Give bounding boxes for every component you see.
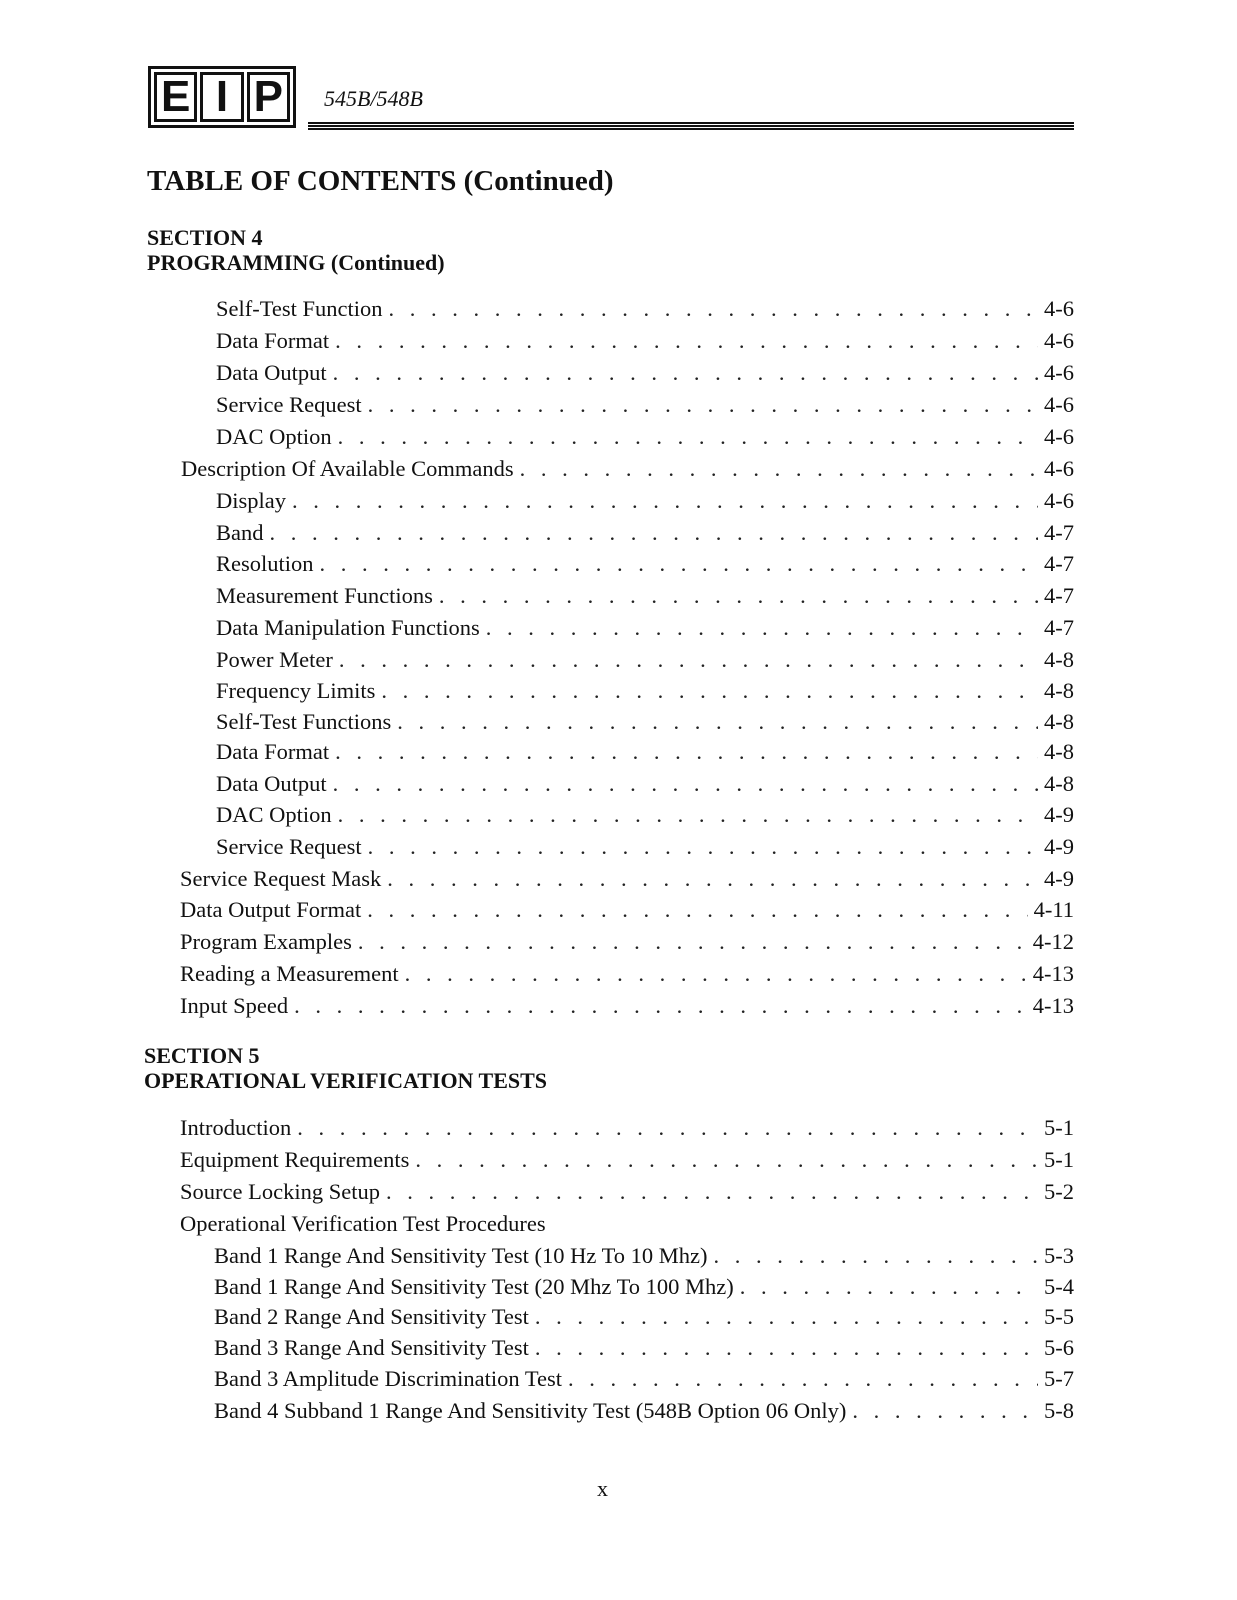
toc-entry-page: 4-6 xyxy=(1044,328,1074,353)
header-rule xyxy=(308,122,1074,130)
toc-entry[interactable] xyxy=(214,1304,1074,1334)
toc-entry[interactable] xyxy=(216,615,1074,645)
toc-entry-page: 4-8 xyxy=(1044,771,1074,796)
logo-letter-i: I xyxy=(200,72,243,122)
dot-leader xyxy=(335,739,1038,765)
dot-leader xyxy=(486,615,1038,641)
toc-entry-label: Introduction xyxy=(180,1115,292,1140)
dot-leader xyxy=(358,929,1027,955)
dot-leader xyxy=(568,1366,1038,1392)
toc-entry-label: Band 3 Amplitude Discrimination Test xyxy=(214,1366,562,1391)
toc-entry-page: 4-7 xyxy=(1044,615,1074,640)
toc-entry-label: Data Output xyxy=(216,771,327,796)
toc-entry-label: Self-Test Function xyxy=(216,296,383,321)
toc-entry[interactable] xyxy=(180,866,1074,896)
toc-entry[interactable] xyxy=(180,1179,1074,1209)
toc-entry-label: Band 2 Range And Sensitivity Test xyxy=(214,1304,529,1329)
toc-entry-label: Data Format xyxy=(216,739,330,764)
logo-letter-e: E xyxy=(154,72,197,122)
toc-entry[interactable] xyxy=(214,1366,1074,1396)
toc-entry-page: 5-3 xyxy=(1044,1243,1074,1268)
toc-entry-page: 4-9 xyxy=(1044,802,1074,827)
dot-leader xyxy=(294,993,1027,1019)
dot-leader xyxy=(367,897,1027,923)
toc-entry-page: 4-6 xyxy=(1044,360,1074,385)
toc-entry-page: 4-13 xyxy=(1032,993,1074,1018)
toc-entry-label: Data Format xyxy=(216,328,330,353)
toc-entry[interactable] xyxy=(180,897,1074,927)
toc-entry-label: Band 1 Range And Sensitivity Test (20 Mhz To 100 Mhz) xyxy=(214,1274,734,1299)
dot-leader xyxy=(320,551,1038,577)
toc-entry-page: 5-4 xyxy=(1044,1274,1074,1299)
dot-leader xyxy=(333,360,1038,386)
toc-entry[interactable] xyxy=(216,360,1074,390)
toc-entry-page: 4-7 xyxy=(1044,551,1074,576)
dot-leader xyxy=(338,424,1038,450)
dot-leader xyxy=(439,583,1038,609)
dot-leader xyxy=(270,520,1039,546)
toc-entry-page: 5-6 xyxy=(1044,1335,1074,1360)
toc-entry-label: Band 4 Subband 1 Range And Sensitivity Test (548B Option 06 Only) xyxy=(214,1398,847,1423)
dot-leader xyxy=(381,678,1038,704)
toc-entry-page: 4-6 xyxy=(1044,456,1074,481)
toc-entry-page: 4-13 xyxy=(1032,961,1074,986)
toc-entry-label: Operational Verification Test Procedures xyxy=(180,1211,546,1236)
toc-entry[interactable] xyxy=(214,1243,1074,1273)
toc-entry-page: 5-7 xyxy=(1044,1366,1074,1391)
toc-group-heading[interactable] xyxy=(180,1211,1074,1241)
toc-entry-label: Service Request Mask xyxy=(180,866,382,891)
toc-entry-page: 4-8 xyxy=(1044,739,1074,764)
section-4-title: PROGRAMMING (Continued) xyxy=(147,250,445,275)
toc-entry-page: 4-11 xyxy=(1033,897,1074,922)
toc-entry[interactable] xyxy=(216,328,1074,358)
toc-entry-label: Equipment Requirements xyxy=(180,1147,410,1172)
dot-leader xyxy=(535,1304,1038,1330)
toc-entry-label: Program Examples xyxy=(180,929,352,954)
toc-entry-label: Resolution xyxy=(216,551,314,576)
logo-letter-p: P xyxy=(247,72,290,122)
dot-leader xyxy=(386,1179,1038,1205)
toc-entry-label: Service Request xyxy=(216,392,362,417)
section-4-number: SECTION 4 xyxy=(147,225,263,250)
toc-entry-page: 4-6 xyxy=(1044,488,1074,513)
dot-leader xyxy=(387,866,1038,892)
toc-entry-label: Data Manipulation Functions xyxy=(216,615,480,640)
toc-entry-page: 5-1 xyxy=(1044,1147,1074,1172)
section-5-number: SECTION 5 xyxy=(144,1043,260,1068)
toc-entry-label: Measurement Functions xyxy=(216,583,433,608)
toc-entry[interactable] xyxy=(216,296,1074,326)
toc-entry-label: Input Speed xyxy=(180,993,289,1018)
toc-entry-page: 4-12 xyxy=(1032,929,1074,954)
toc-entry-page: 5-5 xyxy=(1044,1304,1074,1329)
toc-entry-page: 4-8 xyxy=(1044,647,1074,672)
toc-entry[interactable] xyxy=(216,802,1074,832)
toc-entry[interactable] xyxy=(216,583,1074,613)
dot-leader xyxy=(520,456,1038,482)
dot-leader xyxy=(335,328,1038,354)
toc-entry[interactable] xyxy=(216,834,1074,864)
toc-entry-label: DAC Option xyxy=(216,802,332,827)
toc-entry[interactable] xyxy=(181,456,1074,486)
toc-entry-label: DAC Option xyxy=(216,424,332,449)
dot-leader xyxy=(339,647,1038,673)
toc-entry-label: Reading a Measurement xyxy=(180,961,399,986)
toc-entry[interactable] xyxy=(216,551,1074,581)
toc-entry-label: Source Locking Setup xyxy=(180,1179,380,1204)
page-number: x xyxy=(597,1476,608,1501)
toc-entry[interactable] xyxy=(216,392,1074,422)
toc-entry[interactable] xyxy=(216,739,1074,769)
toc-entry-label: Data Output xyxy=(216,360,327,385)
dot-leader xyxy=(713,1243,1038,1269)
toc-entry-page: 4-7 xyxy=(1044,520,1074,545)
dot-leader xyxy=(397,709,1038,735)
toc-entry[interactable] xyxy=(180,961,1074,991)
toc-entry-page: 5-2 xyxy=(1044,1179,1074,1204)
section-5-heading xyxy=(144,1043,547,1093)
dot-leader xyxy=(535,1335,1038,1361)
toc-entry-page: 4-6 xyxy=(1044,392,1074,417)
dot-leader xyxy=(368,834,1038,860)
toc-entry-page: 4-9 xyxy=(1044,834,1074,859)
dot-leader xyxy=(297,1115,1038,1141)
toc-entry-label: Power Meter xyxy=(216,647,333,672)
toc-entry[interactable] xyxy=(216,424,1074,454)
toc-entry[interactable] xyxy=(216,709,1074,739)
toc-entry[interactable] xyxy=(216,520,1074,550)
section-4-heading xyxy=(147,225,445,275)
dot-leader xyxy=(333,771,1038,797)
toc-entry-label: Frequency Limits xyxy=(216,678,376,703)
toc-entry[interactable] xyxy=(214,1398,1074,1428)
toc-entry-page: 4-8 xyxy=(1044,678,1074,703)
toc-entry-page: 4-9 xyxy=(1044,866,1074,891)
toc-entry-page: 4-8 xyxy=(1044,709,1074,734)
toc-entry-label: Data Output Format xyxy=(180,897,362,922)
dot-leader xyxy=(389,296,1038,322)
toc-entry-page: 5-8 xyxy=(1044,1398,1074,1423)
toc-entry[interactable] xyxy=(180,929,1074,959)
toc-title: TABLE OF CONTENTS (Continued) xyxy=(147,165,614,197)
dot-leader xyxy=(740,1274,1038,1300)
dot-leader xyxy=(368,392,1038,418)
toc-entry[interactable] xyxy=(180,1147,1074,1177)
toc-entry-label: Band 3 Range And Sensitivity Test xyxy=(214,1335,529,1360)
toc-entry-label: Band 1 Range And Sensitivity Test (10 Hz To 10 Mhz) xyxy=(214,1243,708,1268)
toc-entry-label: Band xyxy=(216,520,264,545)
model-number: 545B/548B xyxy=(324,86,423,111)
toc-entry-page: 4-7 xyxy=(1044,583,1074,608)
toc-entry-label: Description Of Available Commands xyxy=(181,456,514,481)
dot-leader xyxy=(852,1398,1038,1424)
toc-entry-page: 5-1 xyxy=(1044,1115,1074,1140)
toc-entry-page: 4-6 xyxy=(1044,296,1074,321)
toc-entry-label: Self-Test Functions xyxy=(216,709,392,734)
section-5-title: OPERATIONAL VERIFICATION TESTS xyxy=(144,1068,548,1093)
toc-entry[interactable] xyxy=(216,771,1074,801)
toc-entry[interactable] xyxy=(216,488,1074,518)
toc-entry-page: 4-6 xyxy=(1044,424,1074,449)
dot-leader xyxy=(415,1147,1038,1173)
dot-leader xyxy=(292,488,1038,514)
toc-entry[interactable] xyxy=(180,993,1074,1023)
dot-leader xyxy=(405,961,1027,987)
toc-entry-label: Service Request xyxy=(216,834,362,859)
toc-entry[interactable] xyxy=(216,647,1074,677)
dot-leader xyxy=(338,802,1038,828)
toc-entry[interactable] xyxy=(214,1274,1074,1304)
toc-entry[interactable] xyxy=(216,678,1074,708)
company-logo xyxy=(148,66,296,128)
toc-entry[interactable] xyxy=(180,1115,1074,1145)
toc-entry[interactable] xyxy=(214,1335,1074,1365)
toc-entry-label: Display xyxy=(216,488,286,513)
